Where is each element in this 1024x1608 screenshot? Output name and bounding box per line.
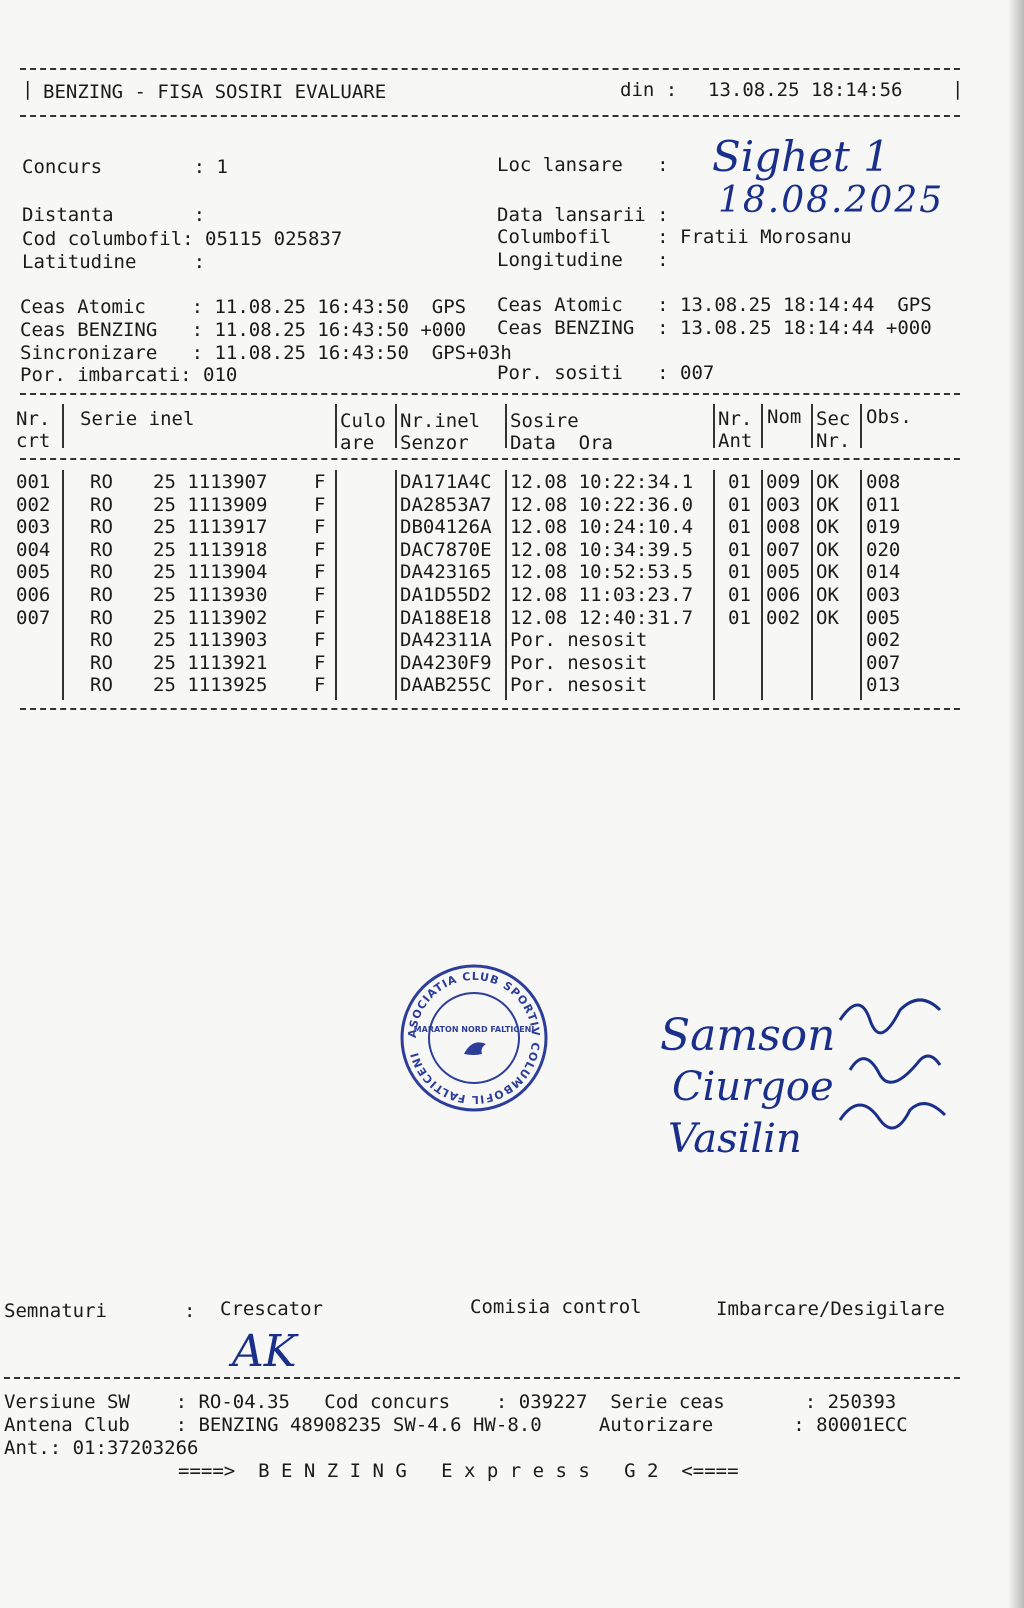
antena-club-line: Antena Club : BENZING 48908235 SW-4.6 HW-8.0 Autorizare : 80001ECC [4, 1414, 908, 1436]
distanta-line: Distanta : [22, 204, 206, 226]
ceas-benzing-right: Ceas BENZING : 13.08.25 18:14:44 +000 [497, 317, 932, 339]
cell-crt: 003 [16, 516, 51, 539]
header-bar-right: | [952, 78, 964, 100]
cell-obs: 013 [866, 674, 901, 697]
cell-ant: 01 [728, 606, 751, 629]
cell-sec: OK [816, 471, 839, 493]
cell-sosire: Por. nesosit [510, 674, 648, 697]
latitudine-line: Latitudine : [22, 251, 206, 273]
imbarcare-desigilare-label: Imbarcare/Desigilare [716, 1298, 945, 1320]
cell-serie: 25 1113918 [153, 538, 268, 561]
th-culoare [340, 410, 386, 454]
cod-columbofil-line: Cod columbofil: 05115 025837 [22, 228, 343, 250]
hdr-divider-4 [505, 404, 507, 448]
cell-tara: RO [90, 493, 113, 516]
th-data-ora: Data Ora [510, 432, 613, 454]
cell-sec: OK [816, 606, 839, 629]
handwritten-loc-lansare: Sighet 1 [712, 132, 890, 181]
th-culoare-line2: are [340, 432, 375, 454]
semnaturi-label: Semnaturi [4, 1300, 107, 1322]
signature-scribbles [830, 990, 960, 1150]
cell-sec: OK [816, 561, 839, 584]
comisia-control-label: Comisia control [470, 1296, 642, 1318]
crescator-label: Crescator [220, 1298, 323, 1320]
th-senzor: Senzor [400, 432, 469, 454]
cell-sosire: 12.08 10:22:36.0 [510, 493, 694, 516]
cell-ant: 01 [728, 471, 751, 493]
din-label: din : [620, 79, 678, 101]
th-serie-inel: Serie inel [80, 408, 195, 430]
ceas-atomic-right: Ceas Atomic : 13.08.25 18:14:44 GPS [497, 294, 932, 316]
cell-tara: RO [90, 538, 113, 561]
cell-nom: 009 [766, 471, 801, 493]
cell-serie: 25 1113907 [153, 471, 268, 493]
cell-ant: 01 [728, 516, 751, 539]
cell-senzor: DA4230F9 [400, 651, 492, 674]
cell-sosire: 12.08 10:24:10.4 [510, 516, 694, 539]
cell-nom: 005 [766, 561, 801, 584]
body-divider-8 [860, 470, 862, 700]
cell-serie: 25 1113904 [153, 561, 268, 584]
cell-nom: 002 [766, 606, 801, 629]
cell-nom: 006 [766, 584, 801, 606]
cell-sosire: Por. nesosit [510, 629, 648, 652]
cell-sec: OK [816, 493, 839, 516]
din-timestamp: 13.08.25 18:14:56 [708, 79, 903, 101]
cell-senzor: DA42311A [400, 629, 492, 652]
document-title: BENZING - FISA SOSIRI EVALUARE [43, 81, 387, 103]
hdr-divider-7 [811, 404, 813, 448]
versiune-sw-line: Versiune SW : RO-04.35 Cod concurs : 039227 Serie ceas : 250393 [4, 1391, 897, 1413]
cell-ant: 01 [728, 584, 751, 606]
hdr-divider-8 [860, 404, 862, 448]
columbofil-line: Columbofil : Fratii Morosanu [497, 226, 852, 248]
cell-serie: 25 1113902 [153, 606, 268, 629]
cell-sex: F [314, 471, 326, 493]
th-nr-crt [16, 408, 50, 452]
th-nr-ant-line2: Ant [718, 430, 753, 452]
stamp-inner-text: MARATON NORD FALTICENI [413, 1025, 535, 1034]
body-divider-7 [811, 470, 813, 700]
stamp-outer-textpath: ASOCIATIA CLUB SPORTIV COLUMBOFIL FALTICENI [405, 969, 543, 1107]
cell-obs: 011 [866, 493, 901, 516]
cell-tara: RO [90, 674, 113, 697]
cell-senzor: DA2853A7 [400, 493, 492, 516]
body-divider-4 [505, 470, 507, 700]
cell-tara: RO [90, 584, 113, 606]
cell-sex: F [314, 674, 326, 697]
th-nr-inel-senzor [400, 410, 480, 454]
cell-senzor: DA1D55D2 [400, 584, 492, 606]
cell-ant: 01 [728, 561, 751, 584]
cell-senzor: DB04126A [400, 516, 492, 539]
th-culoare-line1: Culo [340, 410, 386, 432]
body-divider-3 [395, 470, 397, 700]
cell-crt: 002 [16, 493, 51, 516]
cell-sec: OK [816, 516, 839, 539]
hdr-divider-5 [713, 404, 715, 448]
data-lansarii-line: Data lansarii : [497, 204, 669, 226]
cell-sex: F [314, 561, 326, 584]
cell-nom: 008 [766, 516, 801, 539]
cell-senzor: DAAB255C [400, 674, 492, 697]
cell-senzor: DA423165 [400, 561, 492, 584]
pigeon-emblem-icon [464, 1042, 486, 1055]
cell-ant: 01 [728, 493, 751, 516]
th-nr-crt-line1: Nr. [16, 408, 51, 430]
cell-senzor: DA188E18 [400, 606, 492, 629]
header-bar-left: | [22, 78, 34, 100]
body-divider-2 [335, 470, 337, 700]
cell-sosire: 12.08 10:52:53.5 [510, 561, 694, 584]
cell-crt: 007 [16, 606, 51, 629]
cell-tara: RO [90, 516, 113, 539]
cell-tara: RO [90, 651, 113, 674]
cell-crt: 001 [16, 471, 51, 493]
separator-table-top [20, 393, 960, 395]
separator-footer [4, 1377, 960, 1379]
cell-crt: 005 [16, 561, 51, 584]
ant-line: Ant.: 01:37203266 [4, 1437, 199, 1459]
cell-obs: 002 [866, 629, 901, 652]
crescator-signature: AK [232, 1326, 297, 1377]
th-nr-crt-line2: crt [16, 430, 51, 452]
cell-sosire: 12.08 10:34:39.5 [510, 538, 694, 561]
cell-ant: 01 [728, 538, 751, 561]
concurs-line: Concurs : 1 [22, 156, 228, 178]
separator-table-bottom [20, 708, 960, 710]
benzing-express-banner: ====> B E N Z I N G E x p r e s s G 2 <==== [178, 1460, 739, 1482]
por-imbarcati-line: Por. imbarcati: 010 [20, 364, 238, 386]
cell-tara: RO [90, 471, 113, 493]
separator-table-header [20, 458, 960, 460]
cell-obs: 005 [866, 606, 901, 629]
sincronizare-line: Sincronizare : 11.08.25 16:43:50 GPS+03h [20, 342, 512, 364]
th-nr-ant [718, 408, 752, 452]
cell-sec: OK [816, 584, 839, 606]
cell-sex: F [314, 651, 326, 674]
cell-nom: 007 [766, 538, 801, 561]
cell-obs: 003 [866, 584, 901, 606]
th-sosire [510, 410, 613, 454]
loc-lansare-line: Loc lansare : [497, 154, 669, 176]
cell-sosire: 12.08 11:03:23.7 [510, 584, 694, 606]
cell-serie: 25 1113925 [153, 674, 268, 697]
cell-serie: 25 1113917 [153, 516, 268, 539]
hdr-divider-1 [62, 404, 64, 448]
cell-nom: 003 [766, 493, 801, 516]
separator-top [20, 68, 960, 70]
hdr-divider-2 [335, 404, 337, 448]
cell-tara: RO [90, 606, 113, 629]
th-nr-ant-line1: Nr. [718, 408, 753, 430]
cell-senzor: DAC7870E [400, 538, 492, 561]
cell-tara: RO [90, 629, 113, 652]
cell-sex: F [314, 629, 326, 652]
club-stamp [398, 962, 550, 1114]
hdr-divider-6 [761, 404, 763, 448]
cell-sex: F [314, 538, 326, 561]
cell-obs: 020 [866, 538, 901, 561]
cell-sex: F [314, 516, 326, 539]
signature-ciurgoe: Ciurgoe [672, 1064, 834, 1110]
cell-obs: 019 [866, 516, 901, 539]
cell-crt: 004 [16, 538, 51, 561]
cell-crt: 006 [16, 584, 51, 606]
cell-sosire: Por. nesosit [510, 651, 648, 674]
por-sositi-line: Por. sositi : 007 [497, 362, 715, 384]
cell-senzor: DA171A4C [400, 471, 492, 493]
cell-serie: 25 1113909 [153, 493, 268, 516]
ceas-benzing-left: Ceas BENZING : 11.08.25 16:43:50 +000 [20, 319, 467, 341]
cell-tara: RO [90, 561, 113, 584]
cell-sec: OK [816, 538, 839, 561]
th-sosire-label: Sosire [510, 410, 579, 432]
cell-serie: 25 1113921 [153, 651, 268, 674]
signature-vasilin: Vasilin [668, 1116, 802, 1162]
th-sec-nr [816, 408, 850, 452]
separator-header [20, 115, 960, 117]
cell-sosire: 12.08 12:40:31.7 [510, 606, 694, 629]
longitudine-line: Longitudine : [497, 249, 669, 271]
cell-obs: 008 [866, 471, 901, 493]
stamp-outer-text [406, 970, 542, 1106]
body-divider-6 [761, 470, 763, 700]
cell-obs: 014 [866, 561, 901, 584]
ceas-atomic-left: Ceas Atomic : 11.08.25 16:43:50 GPS [20, 296, 467, 318]
body-divider-5 [713, 470, 715, 700]
th-nom: Nom [767, 406, 802, 428]
th-nr-inel: Nr.inel [400, 410, 481, 432]
cell-obs: 007 [866, 651, 901, 674]
signature-samson: Samson [660, 1010, 836, 1061]
th-sec-nr: Nr. [816, 430, 851, 452]
cell-serie: 25 1113903 [153, 629, 268, 652]
cell-sex: F [314, 606, 326, 629]
cell-sex: F [314, 493, 326, 516]
body-divider-1 [62, 470, 64, 700]
scan-edge-shadow [1008, 0, 1024, 1608]
semnaturi-colon: : [184, 1300, 196, 1322]
th-obs: Obs. [866, 406, 912, 428]
cell-serie: 25 1113930 [153, 584, 268, 606]
handwritten-data-lansarii: 18.08.2025 [718, 180, 945, 221]
th-sec: Sec [816, 408, 851, 430]
cell-sosire: 12.08 10:22:34.1 [510, 471, 694, 493]
cell-sex: F [314, 584, 326, 606]
hdr-divider-3 [395, 404, 397, 448]
